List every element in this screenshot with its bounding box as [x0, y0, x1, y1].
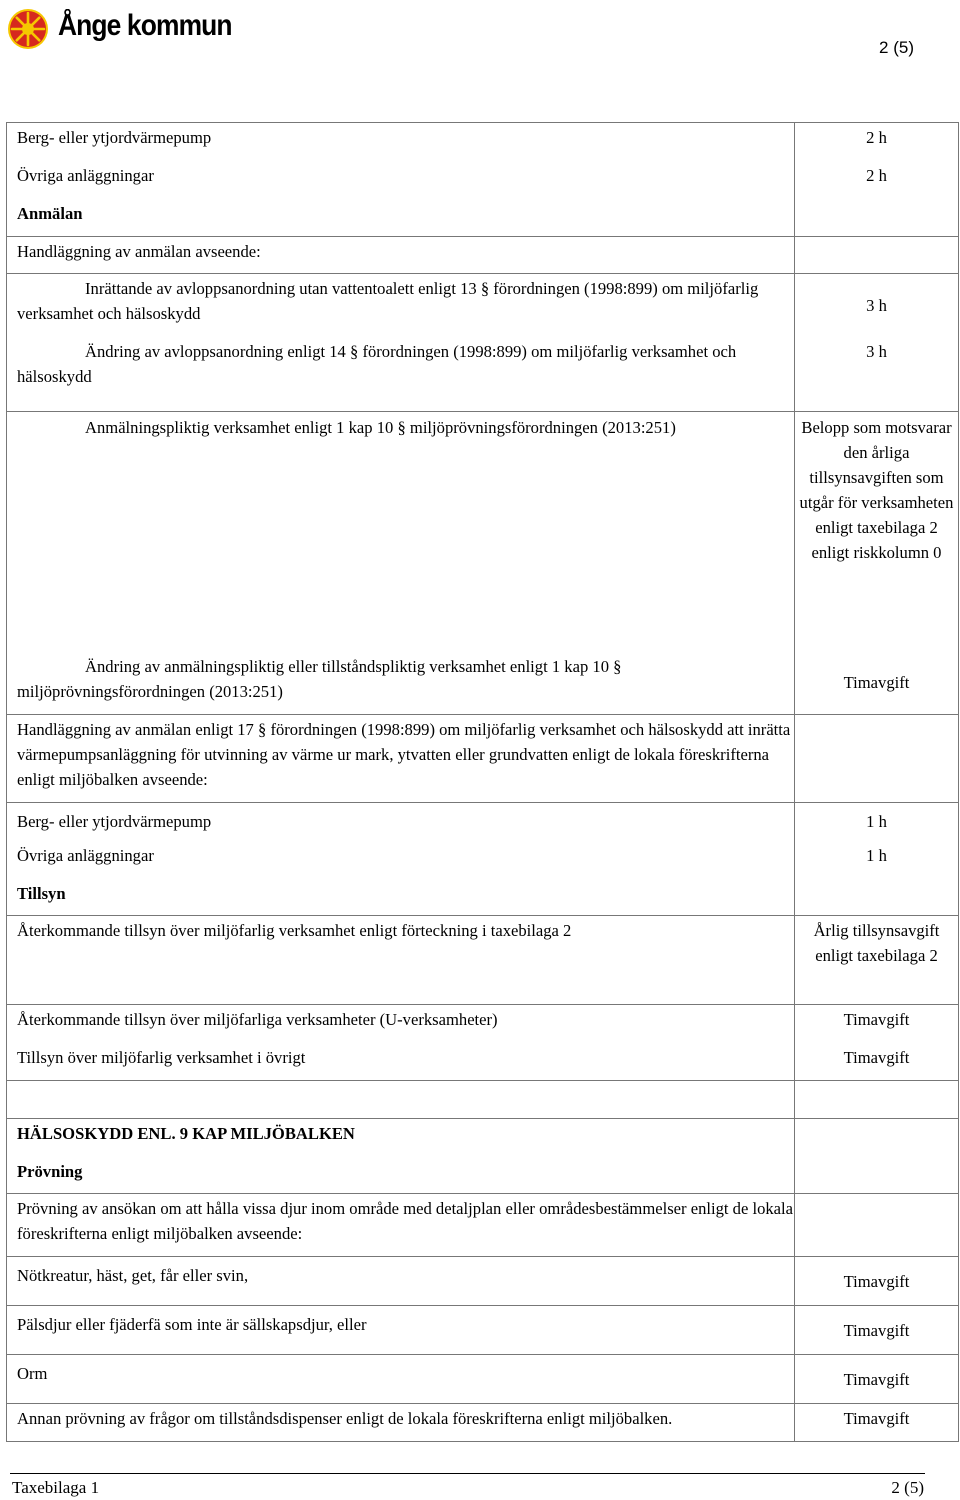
table-row: [7, 123, 959, 161]
table-row: [7, 916, 959, 1005]
table-row: [7, 1043, 959, 1081]
table-row: [7, 161, 959, 199]
footer-document-name: Taxebilaga 1: [12, 1478, 100, 1497]
row-text: Orm: [7, 1355, 795, 1404]
footer-page-number: 2 (5): [891, 1478, 924, 1497]
row-text: Ändring av anmälningspliktig eller tillståndspliktig verksamhet enligt 1 kap 10 § miljöprövningsförordningen (2013:251): [7, 652, 795, 715]
table-row: [7, 1119, 959, 1157]
row-text: Återkommande tillsyn över miljöfarliga verksamheter (U-verksamheter): [7, 1005, 795, 1043]
row-amount: Timavgift: [795, 1257, 959, 1306]
row-text: Övriga anläggningar: [7, 841, 795, 879]
row-amount: Belopp som motsvarar den årliga tillsynsavgiften som utgår för verksamheten enligt taxebilaga 2 enligt riskkolumn 0: [795, 412, 959, 652]
row-amount: Timavgift: [795, 1306, 959, 1355]
row-text: Nötkreatur, häst, get, får eller svin,: [7, 1257, 795, 1306]
row-amount: 3 h: [795, 274, 959, 337]
table-row: [7, 237, 959, 274]
municipal-sun-logo-icon: [7, 8, 49, 50]
row-amount: 1 h: [795, 803, 959, 841]
row-amount: Timavgift: [795, 1404, 959, 1442]
row-text: Övriga anläggningar: [7, 161, 795, 199]
logo-text: Ånge kommun: [58, 9, 232, 42]
row-text: Annan prövning av frågor om tillståndsdispenser enligt de lokala föreskrifterna enligt miljöbalken.: [7, 1404, 795, 1442]
row-text: Handläggning av anmälan enligt 17 § förordningen (1998:899) om miljöfarlig verksamhet och hälsoskydd att inrätta värmepumpsanläggning för utvinning av värme ur mark, ytvatten eller grundvatten enligt de lokala föreskrifterna enligt miljöbalken avseende:: [7, 715, 795, 803]
row-amount: Timavgift: [795, 652, 959, 715]
row-amount: 3 h: [795, 337, 959, 412]
table-row: [7, 274, 959, 337]
table-row: [7, 1355, 959, 1404]
table-row: [7, 337, 959, 412]
table-row: [7, 1257, 959, 1306]
row-text: Återkommande tillsyn över miljöfarlig verksamhet enligt förteckning i taxebilaga 2: [7, 916, 795, 1005]
row-text: Tillsyn över miljöfarlig verksamhet i övrigt: [7, 1043, 795, 1081]
row-amount: 2 h: [795, 161, 959, 199]
row-heading: Tillsyn: [7, 879, 795, 916]
table-row: [7, 652, 959, 715]
fee-table: [6, 122, 959, 1442]
page-header: [0, 0, 960, 70]
row-amount: 1 h: [795, 841, 959, 879]
row-text: Inrättande av avloppsanordning utan vattentoalett enligt 13 § förordningen (1998:899) om miljöfarlig verksamhet och hälsoskydd: [7, 274, 795, 337]
row-heading: Prövning: [7, 1157, 795, 1194]
table-row: [7, 1194, 959, 1257]
row-amount: 2 h: [795, 123, 959, 161]
row-text: Prövning av ansökan om att hålla vissa djur inom område med detaljplan eller områdesbestämmelser enligt de lokala föreskrifterna enligt miljöbalken avseende:: [7, 1194, 795, 1257]
row-amount: Timavgift: [795, 1043, 959, 1081]
table-row: [7, 715, 959, 803]
table-row: [7, 412, 959, 652]
row-text: Ändring av avloppsanordning enligt 14 § förordningen (1998:899) om miljöfarlig verksamhet och hälsoskydd: [7, 337, 795, 412]
table-row: [7, 199, 959, 237]
row-text: Anmälningspliktig verksamhet enligt 1 kap 10 § miljöprövningsförordningen (2013:251): [7, 412, 795, 652]
row-text: Berg- eller ytjordvärmepump: [7, 123, 795, 161]
table-row: [7, 1306, 959, 1355]
table-row: [7, 841, 959, 879]
table-row: [7, 1005, 959, 1043]
row-amount: Timavgift: [795, 1005, 959, 1043]
row-amount: Timavgift: [795, 1355, 959, 1404]
row-text: Pälsdjur eller fjäderfä som inte är sällskapsdjur, eller: [7, 1306, 795, 1355]
section-title: HÄLSOSKYDD ENL. 9 KAP MILJÖBALKEN: [7, 1119, 795, 1157]
table-row: [7, 1081, 959, 1119]
table-row: [7, 1157, 959, 1194]
table-row: [7, 803, 959, 841]
row-text: Berg- eller ytjordvärmepump: [7, 803, 795, 841]
page-number: 2 (5): [879, 38, 914, 57]
row-text: Handläggning av anmälan avseende:: [7, 237, 795, 274]
table-row: [7, 879, 959, 916]
row-amount: Årlig tillsynsavgift enligt taxebilaga 2: [795, 916, 959, 1005]
footer-divider: [10, 1473, 925, 1474]
table-row: [7, 1404, 959, 1442]
row-heading: Anmälan: [7, 199, 795, 237]
